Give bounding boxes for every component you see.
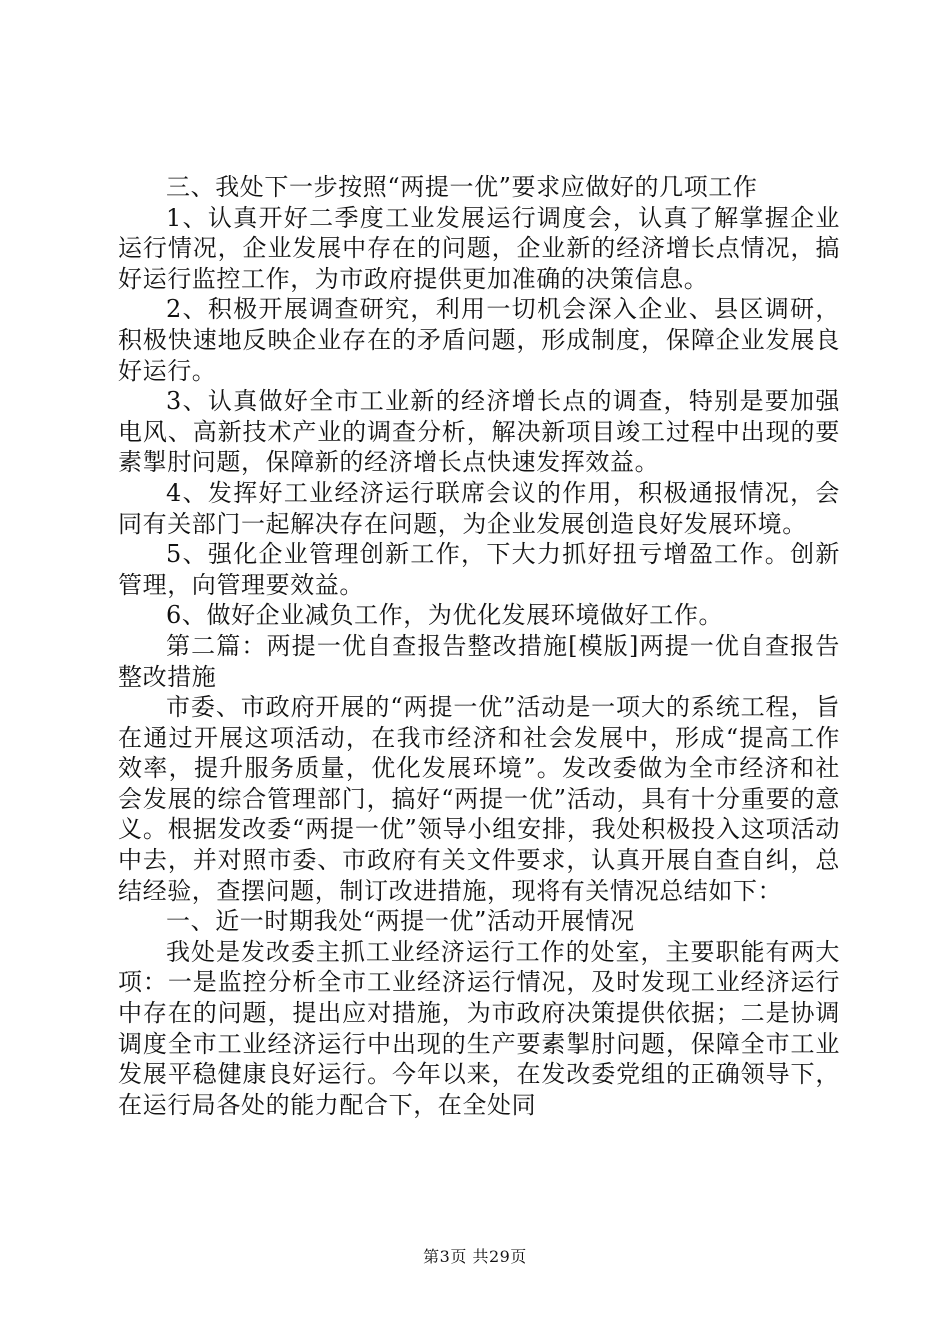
section-heading-recent-activities: 一、近一时期我处“两提一优”活动开展情况: [166, 907, 635, 936]
section-heading-part-two: 第二篇：两提一优自查报告整改措施[模版]两提一优自查报告整改措施: [118, 631, 840, 691]
paragraph-office-duties: 我处是发改委主抓工业经济运行工作的处室，主要职能有两大项：一是监控分析全市工业经济运行情况，及时发现工业经济运行中存在的问题，提出应对措施，为市政府决策提供依据；二是协调调度全市工业经济运行中出现的生产要素掣肘问题，保障全市工业发展平稳健康良好运行。今年以来，在发改委党组的正确领导下，在运行局各处的能力配合下，在全处同: [118, 937, 840, 1119]
paragraph-item-1: 1、认真开好二季度工业发展运行调度会，认真了解掌握企业运行情况，企业发展中存在的问题，企业新的经济增长点情况，搞好运行监控工作，为市政府提供更加准确的决策信息。: [118, 203, 840, 293]
document-body: [118, 172, 840, 1120]
paragraph-item-3: 3、认真做好全市工业新的经济增长点的调查，特别是要加强电风、高新技术产业的调查分析，解决新项目竣工过程中出现的要素掣肘问题，保障新的经济增长点快速发挥效益。: [118, 387, 840, 477]
paragraph-intro: 市委、市政府开展的“两提一优”活动是一项大的系统工程，旨在通过开展这项活动，在我市经济和社会发展中，形成“提高工作效率，提升服务质量，优化发展环境”。发改委做为全市经济和社会发展的综合管理部门，搞好“两提一优”活动，具有十分重要的意义。根据发改委“两提一优”领导小组安排，我处积极投入这项活动中去，并对照市委、市政府有关文件要求，认真开展自查自纠，总结经验，查摆问题，制订改进措施，现将有关情况总结如下：: [118, 693, 840, 905]
paragraph-item-4: 4、发挥好工业经济运行联席会议的作用，积极通报情况，会同有关部门一起解决存在问题，为企业发展创造良好发展环境。: [118, 478, 840, 538]
paragraph-item-5: 5、强化企业管理创新工作，下大力抓好扭亏增盈工作。创新管理，向管理要效益。: [118, 540, 840, 599]
page-number-footer: 第3页 共29页: [423, 1247, 527, 1266]
paragraph-item-6: 6、做好企业减负工作，为优化发展环境做好工作。: [166, 601, 724, 630]
section-heading-next-steps: 三、我处下一步按照“两提一优”要求应做好的几项工作: [166, 173, 758, 201]
paragraph-item-2: 2、积极开展调查研究，利用一切机会深入企业、县区调研，积极快速地反映企业存在的矛盾问题，形成制度，保障企业发展良好运行。: [118, 295, 840, 385]
